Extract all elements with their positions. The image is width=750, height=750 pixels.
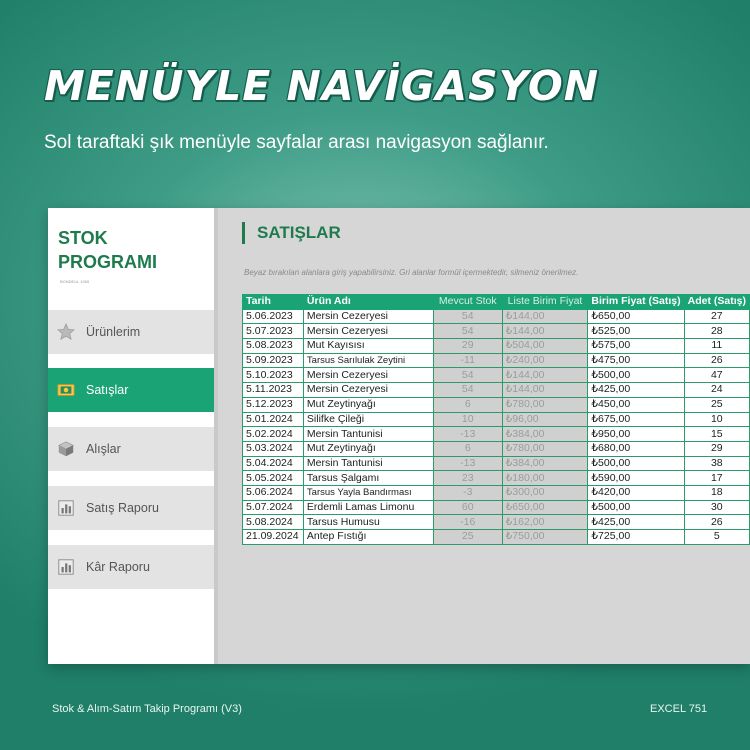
table-row: [243, 339, 750, 354]
page-title: SATIŞLAR: [242, 222, 341, 244]
cell-stock[interactable]: 54: [433, 383, 502, 398]
cell-quantity[interactable]: 30: [684, 500, 749, 515]
cell-product[interactable]: Mut Zeytinyağı: [303, 397, 433, 412]
cell-quantity[interactable]: 47: [684, 368, 749, 383]
cell-date[interactable]: 21.09.2024: [243, 530, 304, 545]
cell-list-price[interactable]: ₺650,00: [502, 500, 588, 515]
cell-stock[interactable]: 54: [433, 368, 502, 383]
headline: MENÜYLE NAVİGASYON: [44, 62, 600, 110]
cell-stock[interactable]: 23: [433, 471, 502, 486]
cell-quantity[interactable]: 11: [684, 339, 749, 354]
subheadline: Sol taraftaki şık menüyle sayfalar arası navigasyon sağlanır.: [44, 132, 549, 153]
cell-stock[interactable]: -16: [433, 515, 502, 530]
cell-sale-price[interactable]: ₺680,00: [588, 441, 684, 456]
box-icon: [56, 439, 76, 459]
table-row: [243, 383, 750, 398]
column-header-adet-satis[interactable]: Adet (Satış): [684, 295, 749, 310]
cell-product[interactable]: Erdemli Lamas Limonu: [303, 500, 433, 515]
cell-date[interactable]: 5.06.2023: [243, 309, 304, 324]
column-header-liste-birim-fiyat[interactable]: Liste Birim Fiyat: [502, 295, 588, 310]
table-row: [243, 515, 750, 530]
cell-stock[interactable]: -3: [433, 485, 502, 500]
cell-sale-price[interactable]: ₺500,00: [588, 456, 684, 471]
cell-sale-price[interactable]: ₺525,00: [588, 324, 684, 339]
report-chart-icon: [56, 557, 76, 577]
cash-icon: [56, 380, 76, 400]
cell-quantity[interactable]: 28: [684, 324, 749, 339]
nav-item-satislar[interactable]: [48, 368, 214, 412]
cell-quantity[interactable]: 25: [684, 397, 749, 412]
cell-quantity[interactable]: 24: [684, 383, 749, 398]
nav-item-urunlerim[interactable]: [48, 310, 214, 354]
column-header-urun-adi[interactable]: Ürün Adı: [303, 295, 433, 310]
cell-quantity[interactable]: 27: [684, 309, 749, 324]
cell-list-price[interactable]: ₺780,00: [502, 397, 588, 412]
cell-list-price[interactable]: ₺300,00: [502, 485, 588, 500]
table-row: [243, 485, 750, 500]
cell-product[interactable]: Tarsus Humusu: [303, 515, 433, 530]
cell-quantity[interactable]: 5: [684, 530, 749, 545]
cell-list-price[interactable]: ₺780,00: [502, 441, 588, 456]
column-header-mevcut-stok[interactable]: Mevcut Stok: [433, 295, 502, 310]
cell-date[interactable]: 5.04.2024: [243, 456, 304, 471]
cell-quantity[interactable]: 10: [684, 412, 749, 427]
footer-product-name: Stok & Alım-Satım Takip Programı (V3): [52, 703, 242, 715]
nav-item-label: Satışlar: [86, 383, 129, 397]
table-row: [243, 456, 750, 471]
app-logo-subtitle: BONDEUL 1965: [60, 279, 90, 284]
cell-date[interactable]: 5.09.2023: [243, 353, 304, 368]
cell-date[interactable]: 5.08.2023: [243, 339, 304, 354]
cell-date[interactable]: 5.05.2024: [243, 471, 304, 486]
cell-quantity[interactable]: 15: [684, 427, 749, 442]
footer-code: EXCEL 751: [650, 703, 708, 715]
cell-stock[interactable]: 54: [433, 309, 502, 324]
cell-sale-price[interactable]: ₺450,00: [588, 397, 684, 412]
table-header-row: [243, 295, 750, 310]
cell-sale-price[interactable]: ₺420,00: [588, 485, 684, 500]
table-row: [243, 368, 750, 383]
cell-date[interactable]: 5.07.2023: [243, 324, 304, 339]
cell-list-price[interactable]: ₺384,00: [502, 427, 588, 442]
cell-product[interactable]: Mersin Cezeryesi: [303, 324, 433, 339]
table-row: [243, 530, 750, 545]
cell-product[interactable]: Mersin Cezeryesi: [303, 368, 433, 383]
cell-list-price[interactable]: ₺96,00: [502, 412, 588, 427]
cell-date[interactable]: 5.06.2024: [243, 485, 304, 500]
cell-list-price[interactable]: ₺144,00: [502, 383, 588, 398]
cell-date[interactable]: 5.10.2023: [243, 368, 304, 383]
cell-date[interactable]: 5.08.2024: [243, 515, 304, 530]
table-row: [243, 427, 750, 442]
column-header-tarih[interactable]: Tarih: [243, 295, 304, 310]
nav-item-alislar[interactable]: [48, 427, 214, 471]
cell-date[interactable]: 5.01.2024: [243, 412, 304, 427]
sheet-content: [218, 208, 750, 664]
cell-date[interactable]: 5.12.2023: [243, 397, 304, 412]
cell-list-price[interactable]: ₺750,00: [502, 530, 588, 545]
cell-product[interactable]: Silifke Çileği: [303, 412, 433, 427]
sidebar: [48, 208, 214, 664]
cell-product[interactable]: Mersin Tantunisi: [303, 427, 433, 442]
table-row: [243, 441, 750, 456]
cell-sale-price[interactable]: ₺425,00: [588, 515, 684, 530]
table-row: [243, 500, 750, 515]
cell-list-price[interactable]: ₺144,00: [502, 309, 588, 324]
instruction-note: Beyaz bırakılan alanlara giriş yapabilirsiniz. Gri alanlar formül içermektedir, silmeniz önerilmez.: [244, 268, 579, 277]
cell-product[interactable]: Antep Fıstığı: [303, 530, 433, 545]
cell-list-price[interactable]: ₺162,00: [502, 515, 588, 530]
nav-item-label: Alışlar: [86, 442, 121, 456]
cell-stock[interactable]: -11: [433, 353, 502, 368]
table-row: [243, 353, 750, 368]
cell-sale-price[interactable]: ₺590,00: [588, 471, 684, 486]
cell-date[interactable]: 5.07.2024: [243, 500, 304, 515]
cell-sale-price[interactable]: ₺425,00: [588, 383, 684, 398]
nav-item-label: Satış Raporu: [86, 501, 159, 515]
table-row: [243, 309, 750, 324]
cell-quantity[interactable]: 26: [684, 353, 749, 368]
cell-list-price[interactable]: ₺180,00: [502, 471, 588, 486]
sales-table: [242, 294, 750, 545]
cell-sale-price[interactable]: ₺675,00: [588, 412, 684, 427]
cell-stock[interactable]: 10: [433, 412, 502, 427]
cell-product[interactable]: Tarsus Yayla Bandırması: [303, 485, 433, 500]
cell-sale-price[interactable]: ₺500,00: [588, 500, 684, 515]
star-icon: [56, 322, 76, 342]
report-chart-icon: [56, 498, 76, 518]
app-screenshot: [48, 208, 750, 664]
cell-stock[interactable]: -13: [433, 427, 502, 442]
cell-stock[interactable]: -13: [433, 456, 502, 471]
cell-product[interactable]: Tarsus Sarılulak Zeytini: [303, 353, 433, 368]
cell-sale-price[interactable]: ₺575,00: [588, 339, 684, 354]
cell-sale-price[interactable]: ₺475,00: [588, 353, 684, 368]
cell-stock[interactable]: 6: [433, 397, 502, 412]
cell-product[interactable]: Mersin Tantunisi: [303, 456, 433, 471]
cell-stock[interactable]: 25: [433, 530, 502, 545]
nav-item-label: Ürünlerim: [86, 325, 141, 339]
nav-item-satis-raporu[interactable]: [48, 486, 214, 530]
app-logo-title: STOK PROGRAMI: [58, 228, 157, 272]
cell-date[interactable]: 5.02.2024: [243, 427, 304, 442]
cell-date[interactable]: 5.11.2023: [243, 383, 304, 398]
cell-product[interactable]: Mersin Cezeryesi: [303, 383, 433, 398]
cell-list-price[interactable]: ₺240,00: [502, 353, 588, 368]
table-row: [243, 412, 750, 427]
cell-list-price[interactable]: ₺504,00: [502, 339, 588, 354]
table-body: [243, 309, 750, 544]
cell-stock[interactable]: 54: [433, 324, 502, 339]
cell-product[interactable]: Mut Kayısısı: [303, 339, 433, 354]
cell-quantity[interactable]: 29: [684, 441, 749, 456]
table-row: [243, 471, 750, 486]
cell-quantity[interactable]: 26: [684, 515, 749, 530]
cell-sale-price[interactable]: ₺725,00: [588, 530, 684, 545]
cell-product[interactable]: Mersin Cezeryesi: [303, 309, 433, 324]
cell-sale-price[interactable]: ₺500,00: [588, 368, 684, 383]
cell-quantity[interactable]: 17: [684, 471, 749, 486]
cell-stock[interactable]: 60: [433, 500, 502, 515]
cell-product[interactable]: Mut Zeytinyağı: [303, 441, 433, 456]
cell-stock[interactable]: 29: [433, 339, 502, 354]
cell-list-price[interactable]: ₺384,00: [502, 456, 588, 471]
nav-item-label: Kâr Raporu: [86, 560, 150, 574]
cell-quantity[interactable]: 18: [684, 485, 749, 500]
table-row: [243, 397, 750, 412]
cell-quantity[interactable]: 38: [684, 456, 749, 471]
nav-item-kar-raporu[interactable]: [48, 545, 214, 589]
column-header-birim-fiyat-satis[interactable]: Birim Fiyat (Satış): [588, 295, 684, 310]
cell-list-price[interactable]: ₺144,00: [502, 368, 588, 383]
cell-sale-price[interactable]: ₺950,00: [588, 427, 684, 442]
cell-date[interactable]: 5.03.2024: [243, 441, 304, 456]
cell-stock[interactable]: 6: [433, 441, 502, 456]
table-row: [243, 324, 750, 339]
cell-product[interactable]: Tarsus Şalgamı: [303, 471, 433, 486]
cell-list-price[interactable]: ₺144,00: [502, 324, 588, 339]
cell-sale-price[interactable]: ₺650,00: [588, 309, 684, 324]
